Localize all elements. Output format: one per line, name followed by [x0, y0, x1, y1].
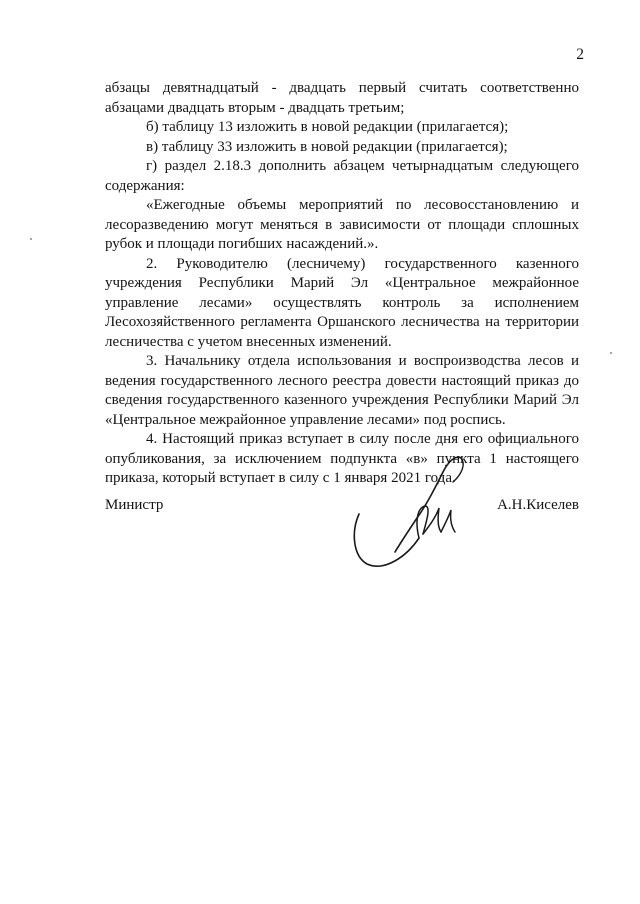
order-body	[105, 79, 579, 489]
signature-block	[105, 496, 579, 516]
signer-name: А.Н.Киселев	[497, 497, 579, 513]
scan-speck	[610, 352, 612, 354]
paragraph-point-4: 4. Настоящий приказ вступает в силу после дня его официального опубликования, за исключением подпункта «в» пункта 1 настоящего приказа, который вступает в силу с 1 января 2021 года.	[105, 431, 579, 486]
signer-title: Министр	[105, 497, 164, 513]
paragraph-point-3: 3. Начальнику отдела использования и воспроизводства лесов и ведения государственного лесного реестра довести настоящий приказ до сведения государственного казенного учреждения Республики Марий Эл «Центральное межрайонное управление лесами» под роспись.	[105, 353, 579, 428]
page-number: 2	[576, 46, 584, 63]
paragraph-quoted-insert: «Ежегодные объемы мероприятий по лесовосстановлению и лесоразведению могут меняться в зависимости от площади сплошных рубок и площади погибших насаждений.».	[105, 197, 579, 252]
handwritten-signature	[345, 452, 475, 572]
scan-speck	[30, 238, 32, 240]
paragraph-item-v: в) таблицу 33 изложить в новой редакции (прилагается);	[146, 138, 508, 155]
paragraph-item-b: б) таблицу 13 изложить в новой редакции (прилагается);	[146, 119, 509, 135]
paragraph-point-2: 2. Руководителю (лесничему) государственного казенного учреждения Республики Марий Эл «Центральное межрайонное управление лесами» осуществлять контроль за исполнением Лесохозяйственного регламента Оршанского лесничества на территории лесничества с учетом внесенных изменений.	[105, 255, 579, 350]
paragraph-item-g: г) раздел 2.18.3 дополнить абзацем четырнадцатым следующего содержания:	[105, 158, 579, 194]
paragraph-renumber-note: абзацы девятнадцатый - двадцать первый считать соответственно абзацами двадцать вторым - двадцать третьим;	[105, 80, 579, 116]
